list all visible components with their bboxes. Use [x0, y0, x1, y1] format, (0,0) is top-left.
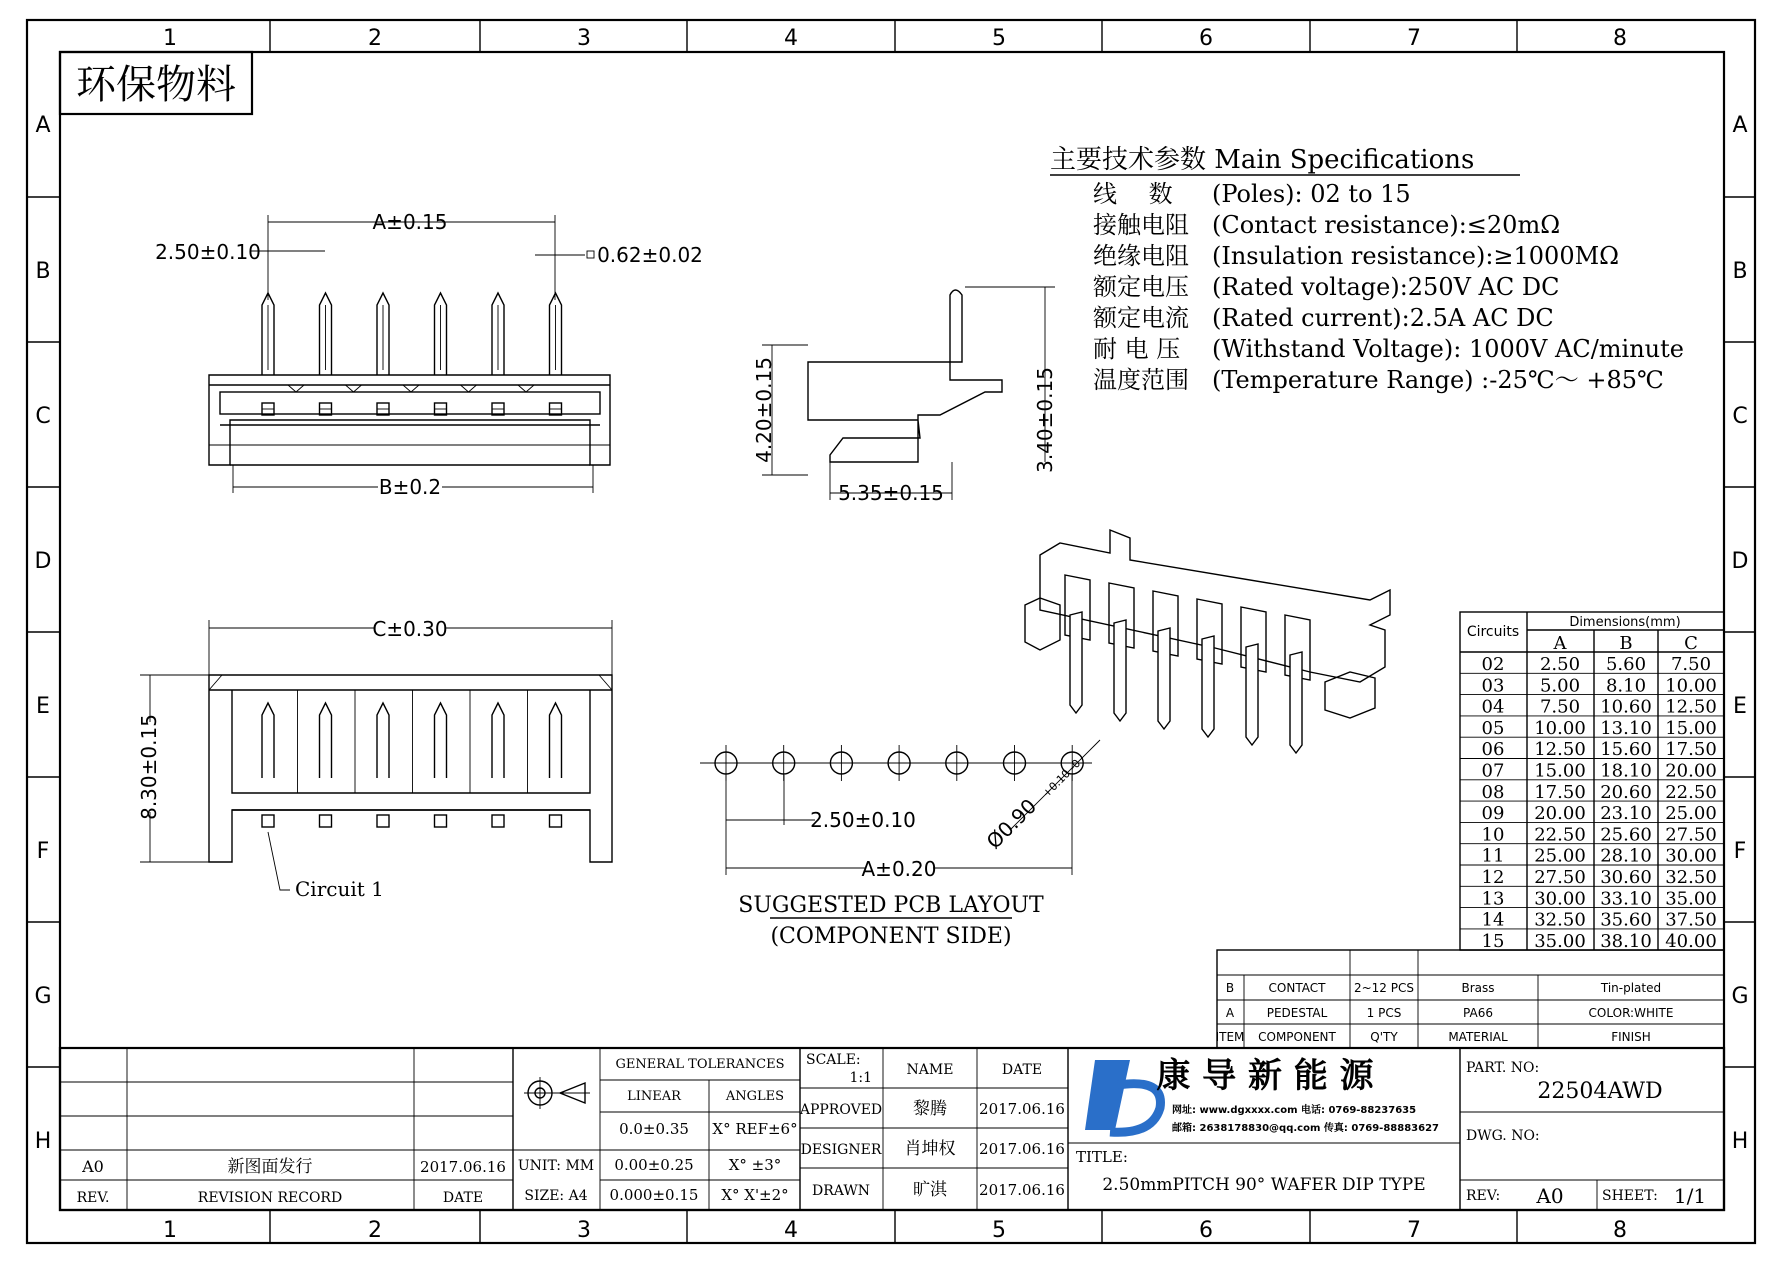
table-cell: 2.50 [1539, 654, 1581, 675]
bom-cell: Brass [1461, 981, 1495, 995]
scale-label: SCALE: [806, 1052, 861, 1068]
table-cell: 35.00 [1534, 930, 1586, 952]
pin [262, 703, 274, 827]
table-cell: 06 [1481, 739, 1505, 761]
table-cell: 20.00 [1534, 803, 1586, 825]
col-label-7-bottom: 7 [1407, 1218, 1421, 1243]
row-label-g: G [34, 984, 52, 1009]
table-cell: 15.00 [1665, 717, 1717, 739]
circuit-1-label: Circuit 1 [295, 877, 384, 901]
rev-number: A0 [1536, 1184, 1564, 1208]
table-cell: 32.50 [1665, 867, 1717, 888]
bom-cell: CONTACT [1268, 981, 1326, 995]
table-cell: 27.50 [1665, 824, 1717, 846]
tol-r3-angle: X° X'±2° [721, 1186, 789, 1204]
table-cell: 08 [1481, 781, 1505, 803]
isometric-view [1025, 530, 1390, 753]
spec-cn: 线 数 [1093, 180, 1173, 208]
table-cell: 05 [1481, 717, 1505, 739]
title-block [60, 1048, 1724, 1210]
pin [1241, 607, 1266, 745]
pin [550, 293, 562, 415]
bom-cell: PEDESTAL [1266, 1006, 1328, 1020]
col-c: C [1684, 633, 1698, 654]
dim-height: 8.30±0.15 [137, 714, 161, 820]
dim-h1: 4.20±0.15 [752, 357, 776, 463]
table-cell: 40.00 [1665, 930, 1717, 952]
dim-depth: 5.35±0.15 [838, 481, 944, 505]
drawn-label: DRAWN [812, 1183, 870, 1199]
bom-cell: COLOR:WHITE [1588, 1006, 1674, 1020]
table-cell: 37.50 [1665, 909, 1717, 931]
pin [355, 690, 389, 827]
table-row [1460, 739, 1724, 760]
col-label-6-bottom: 6 [1199, 1218, 1213, 1243]
table-cell: 07 [1481, 760, 1505, 782]
row-label-h-right: H [1731, 1129, 1749, 1154]
pin [262, 293, 304, 415]
pin [1197, 599, 1222, 737]
spec-cn: 额定电压 [1093, 273, 1189, 301]
bom-h-qty: Q'TY [1370, 1030, 1398, 1044]
table-cell: 25.00 [1665, 803, 1717, 825]
spec-cn: 温度范围 [1093, 366, 1189, 394]
drawing-title: 2.50mmPITCH 90° WAFER DIP TYPE [1102, 1175, 1426, 1195]
col-label-2-bottom: 2 [368, 1218, 382, 1243]
table-row [1460, 931, 1724, 952]
bottom-view [137, 615, 612, 901]
table-cell: 17.50 [1665, 739, 1717, 761]
table-row [1460, 761, 1724, 782]
row-label-e-right: E [1733, 694, 1747, 719]
pin [1109, 583, 1134, 721]
dim-pitch: 2.50±0.10 [155, 240, 261, 264]
table-cell: 02 [1481, 654, 1505, 675]
col-label-1-bottom: 1 [163, 1218, 177, 1243]
col-label-6: 6 [1199, 26, 1213, 51]
pcb-layout [700, 740, 1100, 949]
table-cell: 03 [1481, 675, 1505, 697]
company-mail: 邮箱: 2638178830@qq.com 传真: 0769-88883627 [1172, 1123, 1440, 1134]
table-cell: 10.60 [1600, 696, 1652, 718]
row-label-b-right: B [1732, 259, 1748, 284]
bom-h-material: MATERIAL [1448, 1030, 1508, 1044]
col-label-5-bottom: 5 [992, 1218, 1006, 1243]
table-cell: 23.10 [1600, 803, 1652, 825]
pcb-a: A±0.20 [861, 857, 937, 881]
table-cell: 13.10 [1600, 717, 1652, 739]
tol-r2-linear: 0.00±0.25 [614, 1156, 694, 1174]
col-label-4: 4 [784, 26, 798, 51]
table-cell: 10.00 [1665, 675, 1717, 697]
spec-en: (Temperature Range) :-25℃～ +85℃ [1212, 366, 1664, 394]
table-row [1460, 910, 1724, 931]
pin [1153, 591, 1178, 729]
bom-cell: 2~12 PCS [1353, 981, 1415, 995]
pin [528, 690, 562, 827]
dimensions-caption: Dimensions(mm) [1569, 615, 1681, 630]
col-label-3-bottom: 3 [577, 1218, 591, 1243]
table-row [1460, 803, 1724, 824]
table-cell: 11 [1481, 845, 1505, 867]
table-cell: 20.60 [1600, 781, 1652, 803]
designer-name: 肖坤权 [904, 1139, 956, 1159]
col-label-5: 5 [992, 26, 1006, 51]
table-cell: 20.00 [1665, 760, 1717, 782]
col-label-8: 8 [1613, 26, 1627, 51]
table-cell: 8.10 [1605, 675, 1647, 697]
table-row [1460, 697, 1724, 718]
rev-desc: 新图面发行 [227, 1157, 313, 1177]
rev-value: A0 [82, 1157, 104, 1176]
bom-table [1216, 950, 1724, 1048]
table-cell: 18.10 [1600, 760, 1652, 782]
table-cell: 04 [1481, 696, 1505, 718]
spec-en: (Rated voltage):250V AC DC [1212, 273, 1560, 301]
designer-date: 2017.06.16 [979, 1140, 1065, 1158]
pin [413, 690, 447, 827]
spec-en: (Contact resistance):≤20mΩ [1212, 211, 1561, 239]
table-cell: 5.60 [1605, 654, 1647, 675]
projection-symbol-icon [524, 1077, 590, 1109]
circuits-label: Circuits [1466, 624, 1520, 640]
table-row [1460, 782, 1724, 803]
pin [492, 293, 534, 415]
table-cell: 13 [1481, 888, 1505, 910]
bom-h-finish: FINISH [1611, 1030, 1651, 1044]
pin [320, 293, 362, 415]
company-name: 康 导 新 能 源 [1156, 1056, 1374, 1096]
row-label-f: F [36, 839, 50, 864]
rev-date-header: DATE [442, 1190, 484, 1206]
row-label-a: A [35, 113, 51, 138]
approved-date: 2017.06.16 [979, 1100, 1065, 1118]
col-label-1: 1 [163, 26, 177, 51]
row-label-b: B [35, 259, 51, 284]
table-cell: 7.50 [1670, 654, 1712, 675]
scale-value: 1:1 [849, 1070, 872, 1086]
row-label-d: D [34, 549, 52, 574]
sheet-number: 1/1 [1673, 1184, 1707, 1208]
row-label-c-right: C [1732, 404, 1748, 429]
dim-b: B±0.2 [378, 475, 442, 499]
dimensions-table [1460, 612, 1724, 952]
spec-en: (Poles): 02 to 15 [1212, 180, 1411, 208]
pin [435, 293, 477, 415]
row-label-e: E [36, 694, 50, 719]
dim-h2: 3.40±0.15 [1033, 367, 1057, 473]
table-cell: 30.60 [1600, 867, 1652, 888]
tol-r1-linear: 0.0±0.35 [619, 1120, 689, 1138]
dwg-label: DWG. NO: [1466, 1128, 1540, 1144]
pin [1065, 575, 1090, 713]
col-label-8-bottom: 8 [1613, 1218, 1627, 1243]
bom-cell: A [1225, 1006, 1235, 1020]
table-cell: 15 [1481, 930, 1505, 952]
col-b: B [1619, 633, 1633, 654]
specs-title: 主要技术参数 Main Specifications [1050, 145, 1475, 175]
table-cell: 32.50 [1534, 909, 1586, 931]
spec-cn: 耐 电 压 [1093, 335, 1181, 363]
bom-h-item: ITEM [1215, 1030, 1245, 1044]
table-row [1460, 675, 1724, 696]
pcb-subtitle: (COMPONENT SIDE) [770, 924, 1012, 949]
eco-label: 环保物料 [76, 62, 236, 108]
drawn-name: 旷淇 [913, 1180, 947, 1200]
table-cell: 15.00 [1534, 760, 1586, 782]
table-cell: 15.60 [1600, 739, 1652, 761]
table-cell: 22.50 [1534, 824, 1586, 846]
dim-c: C±0.30 [372, 617, 448, 641]
table-cell: 12 [1481, 867, 1505, 888]
table-cell: 17.50 [1534, 781, 1586, 803]
table-cell: 25.60 [1600, 824, 1652, 846]
row-label-c: C [35, 404, 51, 429]
specs-list [1093, 180, 1684, 394]
table-cell: 12.50 [1665, 696, 1717, 718]
table-cell: 22.50 [1665, 781, 1717, 803]
row-label-d-right: D [1731, 549, 1749, 574]
bom-cell: 1 PCS [1366, 1006, 1402, 1020]
pin [298, 690, 332, 827]
spec-en: (Rated current):2.5A AC DC [1212, 304, 1554, 332]
bom-cell: B [1225, 981, 1235, 995]
company-web: 网址: www.dgxxxx.com 电话: 0769-88237635 [1172, 1105, 1417, 1116]
dim-pin: 0.62±0.02 [597, 243, 703, 267]
table-cell: 09 [1481, 803, 1505, 825]
hole-tol: +0.10 -0 [1039, 756, 1084, 801]
spec-cn: 额定电流 [1093, 304, 1189, 332]
tol-r1-angle: X° REF±6° [712, 1120, 798, 1138]
name-header: NAME [906, 1062, 954, 1078]
table-cell: 14 [1481, 909, 1505, 931]
spec-en: (Withstand Voltage): 1000V AC/minute [1212, 335, 1684, 363]
approved-label: APPROVED [799, 1102, 883, 1118]
rev-desc-header: REVISION RECORD [197, 1190, 343, 1206]
row-label-h: H [34, 1129, 52, 1154]
table-cell: 10 [1481, 824, 1505, 846]
pcb-title: SUGGESTED PCB LAYOUT [738, 893, 1044, 918]
part-number: 22504AWD [1537, 1079, 1663, 1104]
rev-label: REV: [1466, 1188, 1501, 1204]
date-header: DATE [1001, 1062, 1043, 1078]
tol-r3-linear: 0.000±0.15 [609, 1186, 699, 1204]
table-row [1460, 824, 1724, 845]
bom-cell: PA66 [1463, 1006, 1493, 1020]
bom-row [1226, 981, 1661, 995]
table-cell: 5.00 [1539, 675, 1581, 697]
table-cell: 33.10 [1600, 888, 1652, 910]
col-label-7: 7 [1407, 26, 1421, 51]
col-label-4-bottom: 4 [784, 1218, 798, 1243]
pcb-pitch: 2.50±0.10 [810, 808, 916, 832]
part-label: PART. NO: [1466, 1060, 1540, 1076]
rev-header: REV. [76, 1190, 110, 1206]
title-label: TITLE: [1076, 1148, 1128, 1166]
row-label-a-right: A [1732, 113, 1748, 138]
table-cell: 35.60 [1600, 909, 1652, 931]
approved-name: 黎腾 [913, 1099, 947, 1119]
bom-h-component: COMPONENT [1258, 1030, 1336, 1044]
table-cell: 12.50 [1534, 739, 1586, 761]
tol-title: GENERAL TOLERANCES [615, 1057, 785, 1072]
size-label: SIZE: A4 [524, 1188, 588, 1204]
table-row [1460, 718, 1724, 739]
table-cell: 25.00 [1534, 845, 1586, 867]
row-label-g-right: G [1731, 984, 1749, 1009]
bom-cell: Tin-plated [1600, 981, 1662, 995]
table-row [1460, 867, 1724, 888]
dim-a: A±0.15 [372, 210, 448, 234]
tol-linear: LINEAR [627, 1089, 681, 1104]
spec-cn: 接触电阻 [1093, 211, 1189, 239]
hole-dia: Ø0.90 [981, 793, 1042, 854]
pin [1285, 615, 1310, 753]
company-logo [1085, 1060, 1160, 1132]
tol-r2-angle: X° ±3° [728, 1156, 782, 1174]
designer-label: DESIGNER [800, 1142, 882, 1158]
pin [470, 690, 504, 827]
side-view [752, 287, 1057, 505]
spec-en: (Insulation resistance):≥1000MΩ [1212, 242, 1620, 270]
table-cell: 30.00 [1534, 888, 1586, 910]
bom-row [1226, 1006, 1674, 1020]
table-row [1460, 654, 1724, 675]
table-cell: 28.10 [1600, 845, 1652, 867]
table-cell: 38.10 [1600, 930, 1652, 952]
table-cell: 27.50 [1534, 867, 1586, 888]
table-cell: 7.50 [1539, 696, 1581, 718]
table-cell: 35.00 [1665, 888, 1717, 910]
front-view [155, 210, 703, 499]
col-a: A [1553, 633, 1567, 654]
drawn-date: 2017.06.16 [979, 1181, 1065, 1199]
tol-angles: ANGLES [725, 1089, 785, 1104]
unit-label: UNIT: MM [517, 1158, 595, 1174]
row-label-f-right: F [1733, 839, 1747, 864]
col-label-2: 2 [368, 26, 382, 51]
pin [377, 293, 419, 415]
sheet-label: SHEET: [1602, 1188, 1658, 1204]
col-label-3: 3 [577, 26, 591, 51]
table-row [1460, 846, 1724, 867]
spec-cn: 绝缘电阻 [1093, 242, 1189, 270]
table-cell: 30.00 [1665, 845, 1717, 867]
table-row [1460, 888, 1724, 909]
table-cell: 10.00 [1534, 717, 1586, 739]
rev-date: 2017.06.16 [420, 1158, 506, 1176]
